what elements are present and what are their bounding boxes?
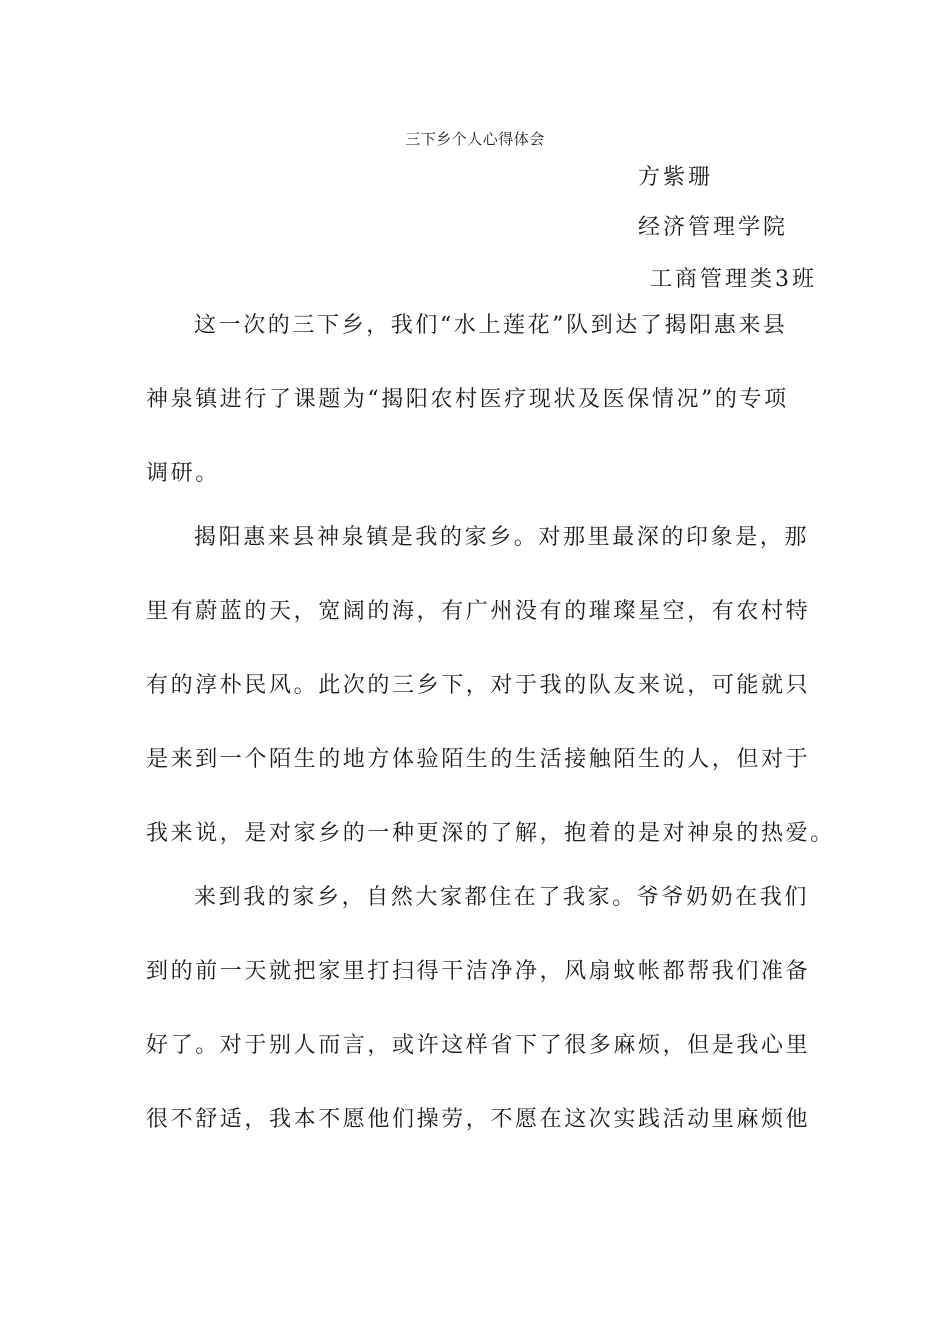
text-line: 这一次的三下乡，我们“水上莲花”队到达了揭阳惠来县	[194, 313, 788, 338]
text-line: 有的淳朴民风。此次的三乡下，对于我的队友来说，可能就只	[146, 673, 811, 698]
text-line: 神泉镇进行了课题为“揭阳农村医疗现状及医保情况”的专项	[146, 387, 789, 412]
text-line: 里有蔚蓝的天，宽阔的海，有广州没有的璀璨星空，有农村特	[146, 599, 811, 624]
class-name: 工商管理类3班	[650, 267, 817, 292]
document-title: 三下乡个人心得体会	[405, 130, 545, 148]
text-line: 我来说，是对家乡的一种更深的了解，抱着的是对神泉的热爱。	[146, 821, 835, 846]
text-line: 来到我的家乡，自然大家都住在了我家。爷爷奶奶在我们	[194, 885, 810, 910]
author-name: 方紫珊	[638, 165, 714, 190]
text-line: 调研。	[146, 461, 220, 486]
text-line: 很不舒适，我本不愿他们操劳，不愿在这次实践活动里麻烦他	[146, 1107, 811, 1132]
text-line: 到的前一天就把家里打扫得干洁净净，风扇蚊帐都帮我们准备	[146, 959, 811, 984]
text-line: 好了。对于别人而言，或许这样省下了很多麻烦，但是我心里	[146, 1033, 811, 1058]
college-name: 经济管理学院	[638, 215, 789, 240]
text-line: 是来到一个陌生的地方体验陌生的生活接触陌生的人，但对于	[146, 747, 811, 772]
text-line: 揭阳惠来县神泉镇是我的家乡。对那里最深的印象是，那	[194, 525, 810, 550]
